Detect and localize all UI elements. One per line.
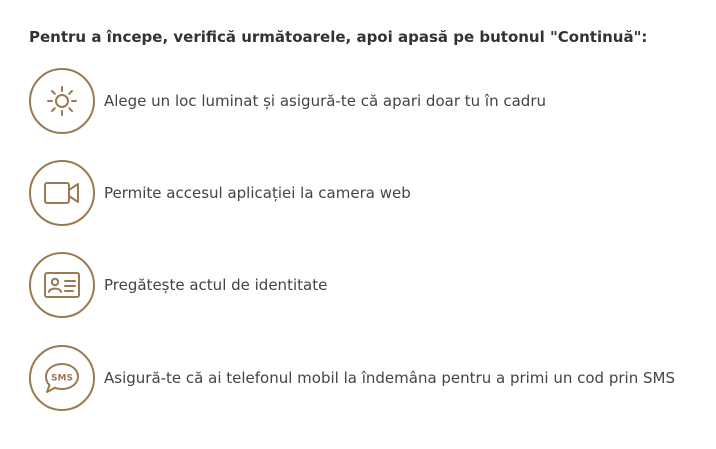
- svg-text:SMS: SMS: [51, 373, 73, 384]
- step-text: Alege un loc luminat și asigură-te că apari doar tu în cadru: [104, 92, 546, 110]
- step-icon-circle: [29, 68, 95, 134]
- step-id-document: [29, 252, 327, 318]
- step-icon-circle: [29, 252, 95, 318]
- step-lighting: [29, 68, 546, 134]
- id-card-icon: [43, 270, 81, 300]
- sun-icon: [45, 84, 79, 118]
- step-text: Pregătește actul de identitate: [104, 276, 328, 294]
- step-sms: [29, 345, 675, 411]
- instructions-heading: Pentru a începe, verifică următoarele, apoi apasă pe butonul "Continuă":: [29, 28, 648, 46]
- sms-bubble-icon: [43, 361, 81, 395]
- step-icon-circle: [29, 160, 95, 226]
- step-text: Permite accesul aplicației la camera web: [104, 184, 411, 202]
- step-camera: [29, 160, 411, 226]
- step-icon-circle: [29, 345, 95, 411]
- video-camera-icon: [43, 179, 81, 207]
- step-text: Asigură-te că ai telefonul mobil la îndemâna pentru a primi un cod prin SMS: [104, 369, 675, 387]
